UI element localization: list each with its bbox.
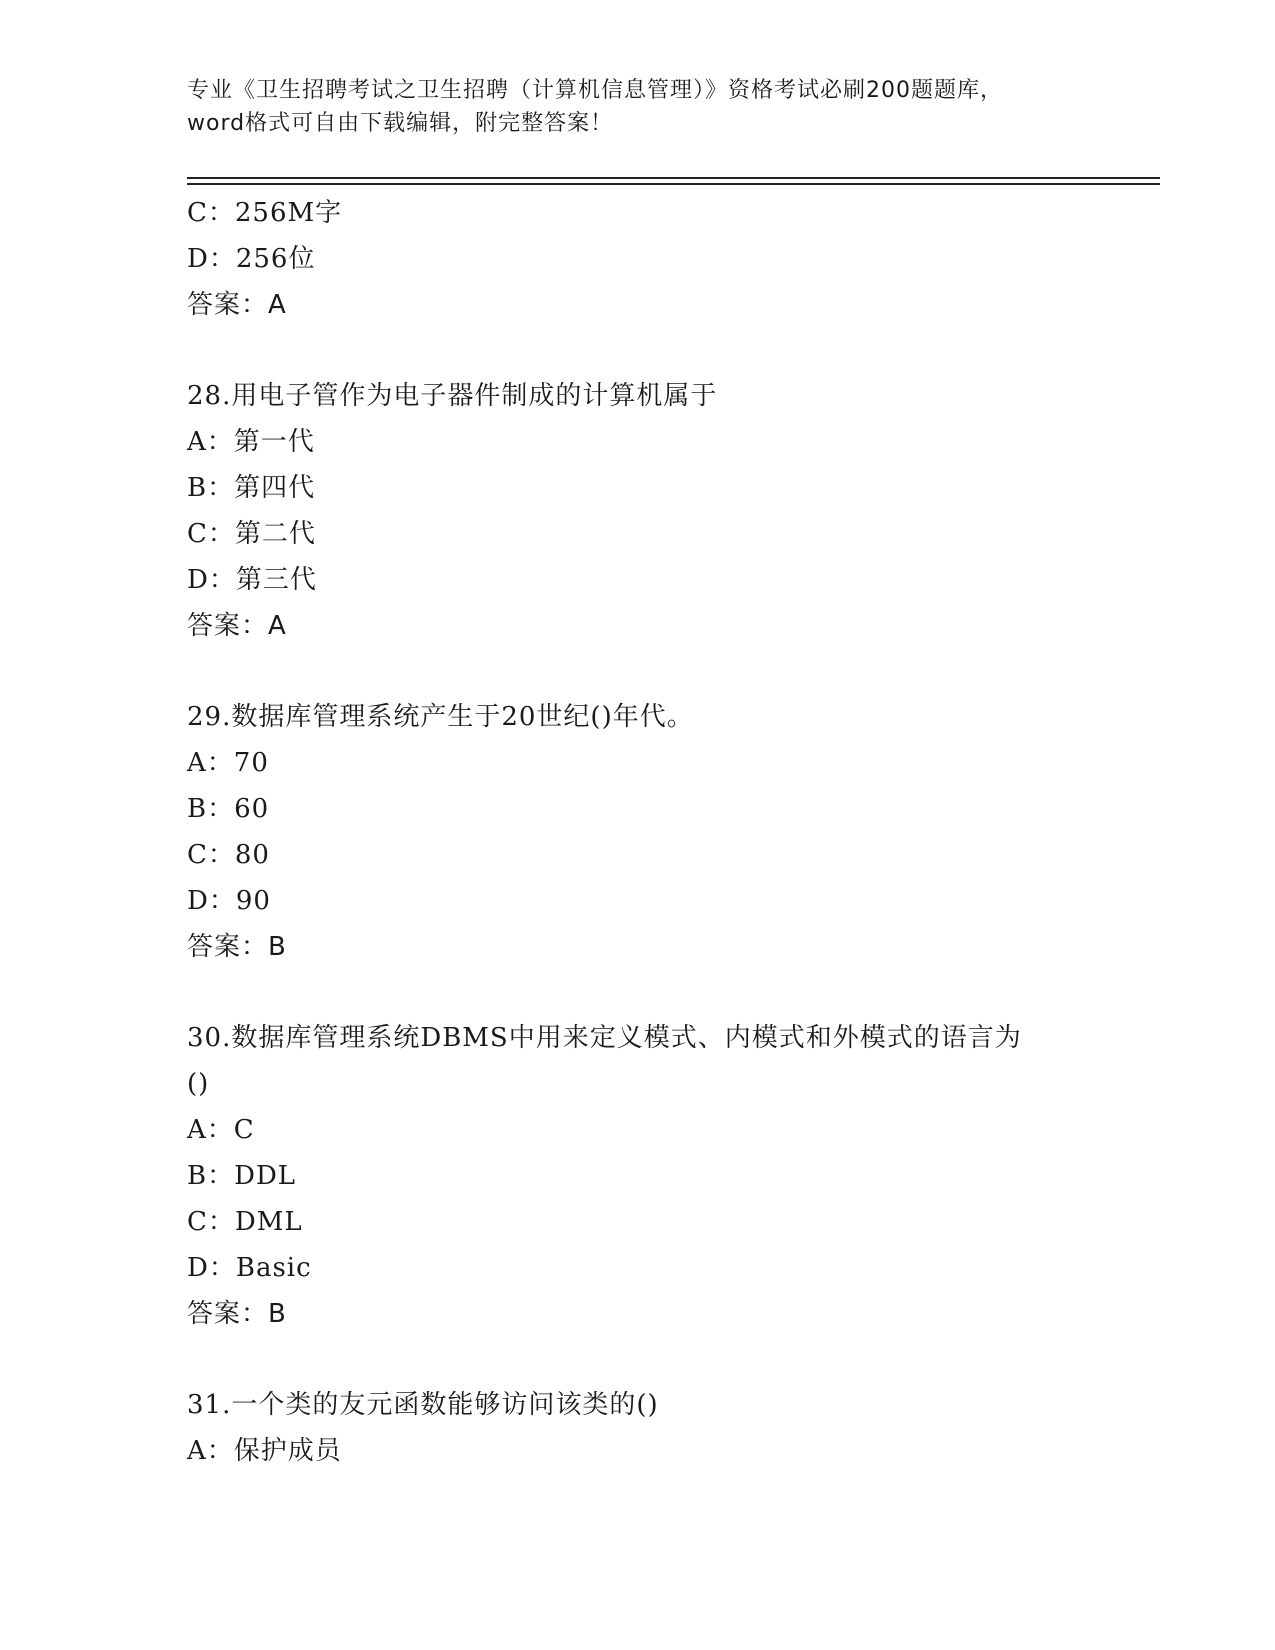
document-header	[187, 74, 1087, 140]
option-c: C：256M字	[187, 198, 343, 228]
answer-label: 答案：A	[187, 611, 287, 641]
question-text: 28.用电子管作为电子器件制成的计算机属于	[187, 381, 718, 411]
option-a: A：C	[187, 1115, 255, 1145]
option-a: A：第一代	[187, 427, 315, 457]
question-28	[187, 373, 1087, 649]
option-d: D：第三代	[187, 565, 317, 595]
question-text: 29.数据库管理系统产生于20世纪()年代。	[187, 702, 694, 732]
header-title-line2: word格式可自由下载编辑，附完整答案！	[187, 111, 614, 136]
option-c: C：第二代	[187, 519, 316, 549]
answer-label: 答案：A	[187, 290, 287, 320]
question-30	[187, 1015, 1087, 1337]
answer-label: 答案：B	[187, 932, 287, 962]
option-b: B：第四代	[187, 473, 316, 503]
option-c: C：80	[187, 840, 270, 870]
question-text-line1: 30.数据库管理系统DBMS中用来定义模式、内模式和外模式的语言为	[187, 1023, 1022, 1053]
question-31	[187, 1382, 1087, 1474]
header-divider-top	[187, 177, 1160, 179]
question-text-line2: ()	[187, 1069, 210, 1099]
question-list	[187, 190, 1087, 1474]
option-b: B：DDL	[187, 1161, 297, 1191]
option-b: B：60	[187, 794, 270, 824]
option-d: D：90	[187, 886, 271, 916]
header-title-line1: 专业《卫生招聘考试之卫生招聘（计算机信息管理）》资格考试必刷200题题库，	[187, 78, 1003, 103]
question-text: 31.一个类的友元函数能够访问该类的()	[187, 1390, 659, 1420]
header-divider-bottom	[187, 183, 1160, 185]
option-d: D：256位	[187, 244, 316, 274]
option-a: A：保护成员	[187, 1436, 342, 1466]
option-c: C：DML	[187, 1207, 303, 1237]
option-a: A：70	[187, 748, 269, 778]
option-d: D：Basic	[187, 1253, 312, 1283]
question-29	[187, 694, 1087, 970]
answer-label: 答案：B	[187, 1299, 287, 1329]
